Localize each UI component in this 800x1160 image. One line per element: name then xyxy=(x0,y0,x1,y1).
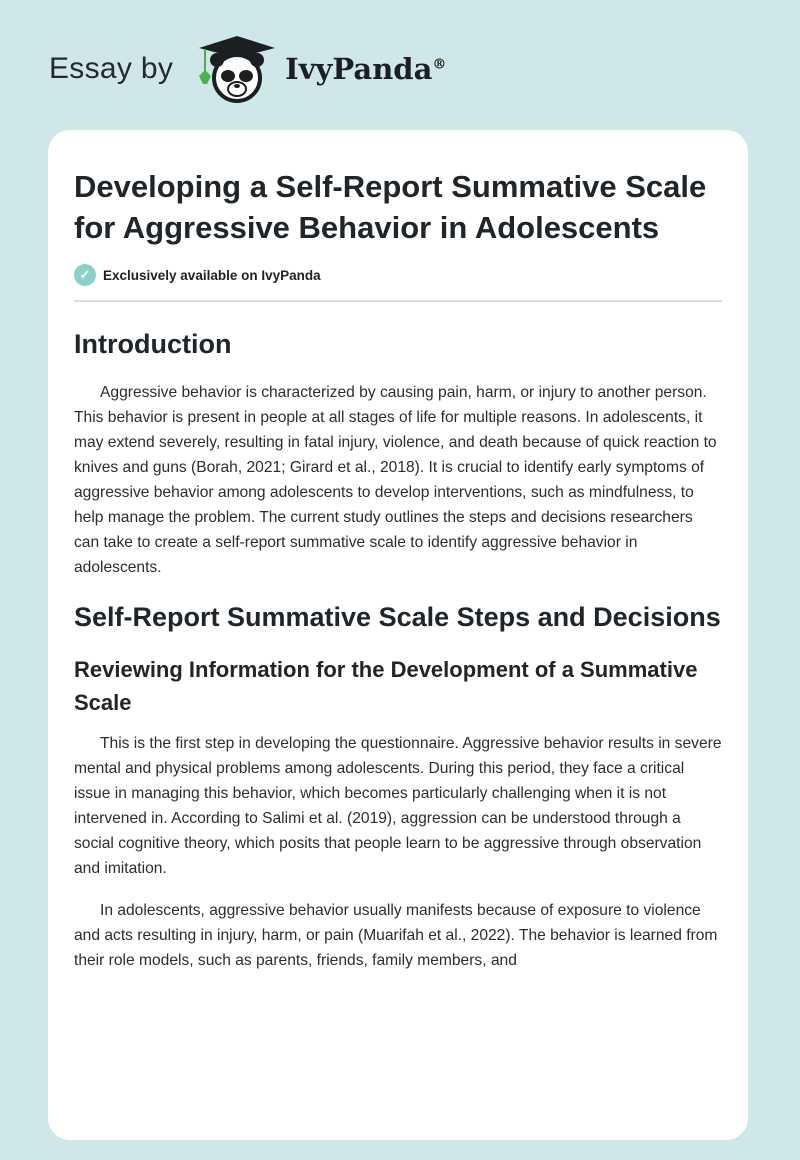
site-header xyxy=(49,34,446,104)
section-heading: Self-Report Summative Scale Steps and Decisions xyxy=(74,602,721,632)
exclusive-badge xyxy=(74,264,722,286)
section-heading: Introduction xyxy=(74,329,232,359)
subsection-heading: Reviewing Information for the Development of a Summative Scale xyxy=(74,657,698,715)
brand-name: IvyPanda xyxy=(285,52,433,86)
check-circle-icon: ✓ xyxy=(74,264,96,286)
panda-graduate-logo-icon[interactable] xyxy=(193,34,275,104)
badge-label: Exclusively available on IvyPanda xyxy=(103,267,321,283)
divider xyxy=(74,300,722,302)
registered-mark: ® xyxy=(432,56,447,73)
paragraph: This is the first step in developing the questionnaire. Aggressive behavior results in severe mental and physical problems among adolescents. During this period, they face a critical issue in managing this behavior, which becomes particularly challenging when it is not intervened in. According to Salimi et al. (2019), aggression can be understood through a social cognitive theory, which posits that people learn to be aggressive through observation and imitation. xyxy=(74,735,722,877)
ivypanda-brand[interactable] xyxy=(285,52,446,86)
essay-card xyxy=(48,130,748,1140)
paragraph: In adolescents, aggressive behavior usually manifests because of exposure to violence and acts resulting in injury, harm, or pain (Muarifah et al., 2022). The behavior is learned from their role models, such as parents, friends, family members, and xyxy=(74,902,718,969)
paragraph: Aggressive behavior is characterized by causing pain, harm, or injury to another person. This behavior is present in people at all stages of life for multiple reasons. In adolescents, it may extend severely, resulting in fatal injury, violence, and death because of quick reaction to knives and guns (Borah, 2021; Girard et al., 2018). It is crucial to identify early symptoms of aggressive behavior among adolescents to develop interventions, such as mindfulness, to help manage the problem. The current study outlines the steps and decisions researchers can take to create a self-report summative scale to identify aggressive behavior in adolescents. xyxy=(74,384,717,576)
essay-by-label: Essay by xyxy=(49,52,174,85)
essay-title: Developing a Self-Report Summative Scale for Aggressive Behavior in Adolescents xyxy=(74,169,707,245)
